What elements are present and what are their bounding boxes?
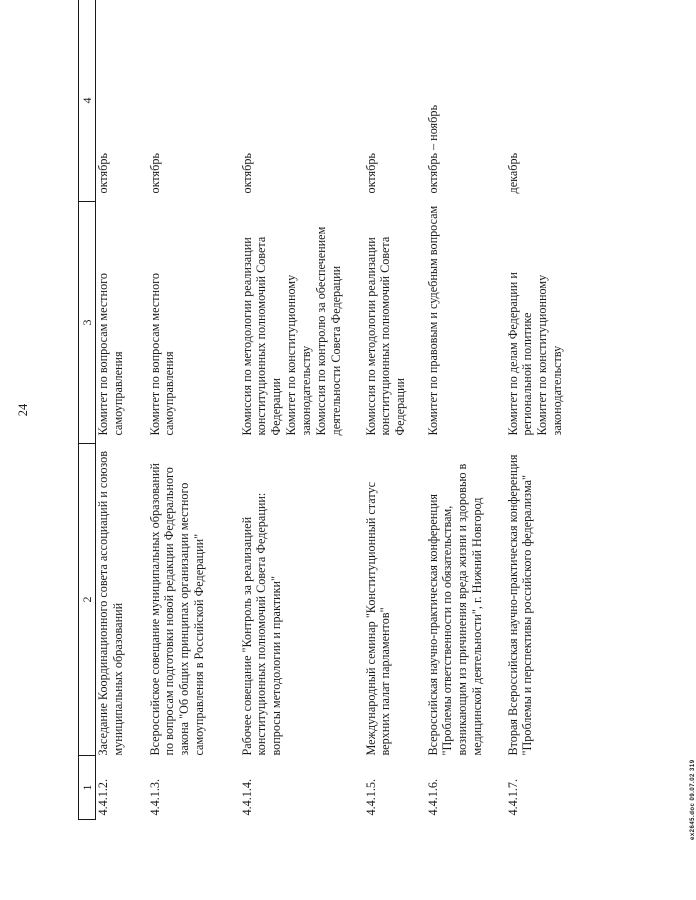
plan-table — [78, 0, 586, 820]
file-footer: ex2645.doc 09.07.02 319 — [690, 759, 696, 840]
table-row — [506, 0, 586, 820]
row-number: 4.4.1.3. — [147, 778, 162, 816]
row-number: 4.4.1.2. — [96, 778, 110, 816]
header-col-2: 2 — [79, 444, 96, 756]
table-row — [96, 0, 148, 820]
row-number: 4.4.1.4. — [239, 778, 254, 816]
event-cell: Заседание Координационного совета ассоциаций и союзов муниципальных образований — [96, 450, 125, 756]
header-row — [79, 0, 96, 820]
responsible-cell: Комитет по вопросам местного самоуправления — [96, 273, 125, 436]
responsible-cell: Комиссия по методологии реализации конституционных полномочий Совета Федерации Комитет по конституционному законодательству Комиссия по контролю за обеспечением деятельности Совета Федерации — [239, 226, 343, 436]
event-cell: Всероссийская научно-практическая конференция "Проблемы ответственности по обязательствам, возникающим из причинения вреда жизни и здоровью в медицинской деятельности", г. Нижний Новгород — [425, 463, 485, 756]
table-row — [364, 0, 426, 820]
date-cell: октябрь — [96, 153, 110, 194]
header-col-3: 3 — [79, 202, 96, 444]
responsible-cell: Комитет по правовым и судебным вопросам — [425, 205, 440, 436]
event-cell: Всероссийское совещание муниципальных образований по вопросам подготовки новой редакции Федерального закона "Об общих принципах организации местного самоуправления в Российской Федерации" — [147, 463, 207, 756]
header-col-4: 4 — [79, 0, 96, 202]
date-cell: октябрь — [363, 153, 378, 194]
responsible-cell: Комитет по вопросам местного самоуправления — [147, 273, 177, 436]
date-cell: декабрь — [505, 152, 520, 194]
table-row — [240, 0, 364, 820]
row-number: 4.4.1.7. — [505, 778, 520, 816]
header-col-1: 1 — [79, 756, 96, 820]
event-cell: Международный семинар "Конституционный статус верхних палат парламентов" — [363, 481, 393, 756]
event-cell: Рабочее совещание "Контроль за реализацией конституционных полномочий Совета Федерации: вопросы методологии и практики" — [239, 492, 284, 756]
date-cell: октябрь — [239, 153, 254, 194]
table-row — [426, 0, 506, 820]
date-cell: октябрь – ноябрь — [425, 104, 440, 194]
rotated-page — [16, 0, 696, 840]
event-cell: Вторая Всероссийская научно-практическая конференция "Проблемы и перспективы российского федерализма" — [505, 454, 535, 756]
row-number: 4.4.1.6. — [425, 778, 440, 816]
date-cell: октябрь — [147, 153, 162, 194]
row-number: 4.4.1.5. — [363, 778, 378, 816]
table-row — [148, 0, 240, 820]
responsible-cell: Комитет по делам Федерации и региональной политике Комитет по конституционному законодательству — [505, 272, 565, 436]
page-number: 24 — [16, 403, 30, 417]
responsible-cell: Комиссия по методологии реализации конституционных полномочий Совета Федерации — [363, 236, 408, 436]
